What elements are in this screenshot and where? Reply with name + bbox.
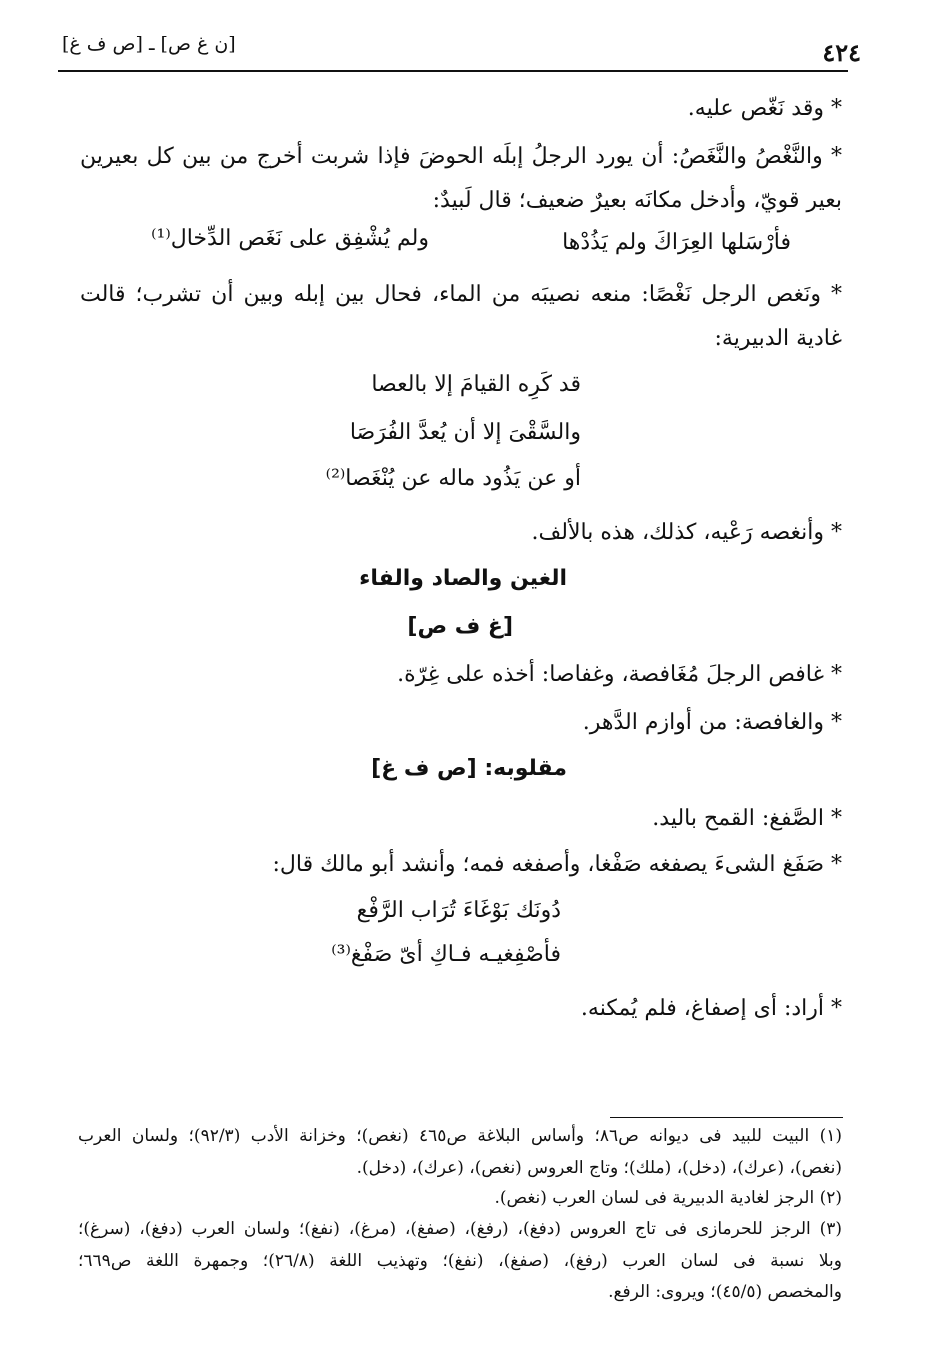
- rajaz-line: والسَّقْىَ إلا أن يُعدَّ الفُرَصَا: [349, 420, 581, 445]
- rajaz-line: فأصْفِغيـه فـاكِ أىّ صَفْغ⁽³⁾: [331, 942, 561, 967]
- entry-line: بعير قويّ، وأدخل مكانَه بعيرٌ ضعيف؛ قال لَبيدٌ:: [432, 188, 842, 213]
- rajaz-line: قد كَرِه القيامَ إلا بالعصا: [371, 372, 581, 397]
- footnote-3-cont: وبلا نسبة فى لسان العرب (رفغ)، (صفغ)، (نفغ)؛ وتهذيب اللغة (٢٦/٨)؛ وجمهرة اللغة ص٦٦٩؛: [78, 1251, 842, 1271]
- header-root-range: [ن غ ص] ـ [ص ف غ]: [62, 33, 236, 55]
- footnote-1-cont: (نغص)، (عرك)، (دخل)، (ملك)؛ وتاج العروس (نغص)، (عرك)، (دخل).: [356, 1158, 842, 1178]
- entry-line: * والغافصة: من أوازم الدَّهر.: [582, 710, 842, 735]
- entry-line: * وقد نَغّص عليه.: [687, 96, 842, 121]
- page-number: ٤٢٤: [822, 38, 861, 67]
- footnote-1: (١) البيت للبيد فى ديوانه ص٨٦؛ وأساس البلاغة ص٤٦٥ (نغص)؛ وخزانة الأدب (٩٢/٣)؛ ولسان العرب: [78, 1126, 842, 1146]
- verse-second-hemistich: ولم يُشْفِق على نَغَص الدِّخال⁽¹⁾: [151, 226, 429, 251]
- footnote-3: (٣) الرجز للحرمازى فى تاج العروس (دفغ)، (رفغ)، (صفغ)، (مرغ)، (نفغ)؛ ولسان العرب (دفغ)، (سرغ)؛: [78, 1219, 842, 1239]
- entry-line: * والنَّغْصُ والنَّغَصُ: أن يورد الرجلُ إبلَه الحوضَ فإذا شربت أخرج من بين كل بعيرين: [80, 144, 842, 169]
- entry-line: * الصَّفغ: القمح باليد.: [652, 806, 842, 831]
- verse-first-hemistich: فأرْسَلها العِرَاكَ ولم يَذُدْها: [562, 230, 791, 255]
- header-rule: [58, 70, 848, 72]
- footnote-rule: [610, 1117, 843, 1118]
- entry-line: * وأنغصه رَعْيه، كذلك، هذه بالألف.: [531, 520, 842, 545]
- footnote-2: (٢) الرجز لغادية الدبيرية فى لسان العرب (نغص).: [494, 1188, 842, 1208]
- footnote-3-cont: والمخصص (٤٥/٥)؛ ويروى: الرفع.: [608, 1282, 842, 1302]
- entry-line: * أراد: أى إصفاغ، فلم يُمكنه.: [580, 996, 842, 1021]
- entry-line: * غافص الرجلَ مُغَافصة، وغفاصا: أخذه على غِرّة.: [397, 662, 842, 687]
- entry-line: * صَفَغ الشىءَ يصفغه صَفْغا، وأصفغه فمه؛ وأنشد أبو مالك قال:: [272, 852, 842, 877]
- entry-line: غادية الدبيرية:: [714, 326, 842, 351]
- inverted-root-heading: مقلوبه: [ص ف غ]: [371, 756, 567, 781]
- rajaz-line: دُونَك بَوْغَاءَ تُرَاب الرَّفْع: [356, 898, 561, 923]
- section-heading: الغين والصاد والفاء: [359, 566, 567, 591]
- root-heading: [غ ف ص]: [407, 614, 513, 639]
- rajaz-line: أو عن يَذُود ماله عن يُنْغَصا⁽²⁾: [325, 466, 581, 491]
- entry-line: * ونَغص الرجل نَغْصًا: منعه نصيبَه من الماء، فحال بين إبله وبين أن تشرب؛ قالت: [80, 282, 842, 307]
